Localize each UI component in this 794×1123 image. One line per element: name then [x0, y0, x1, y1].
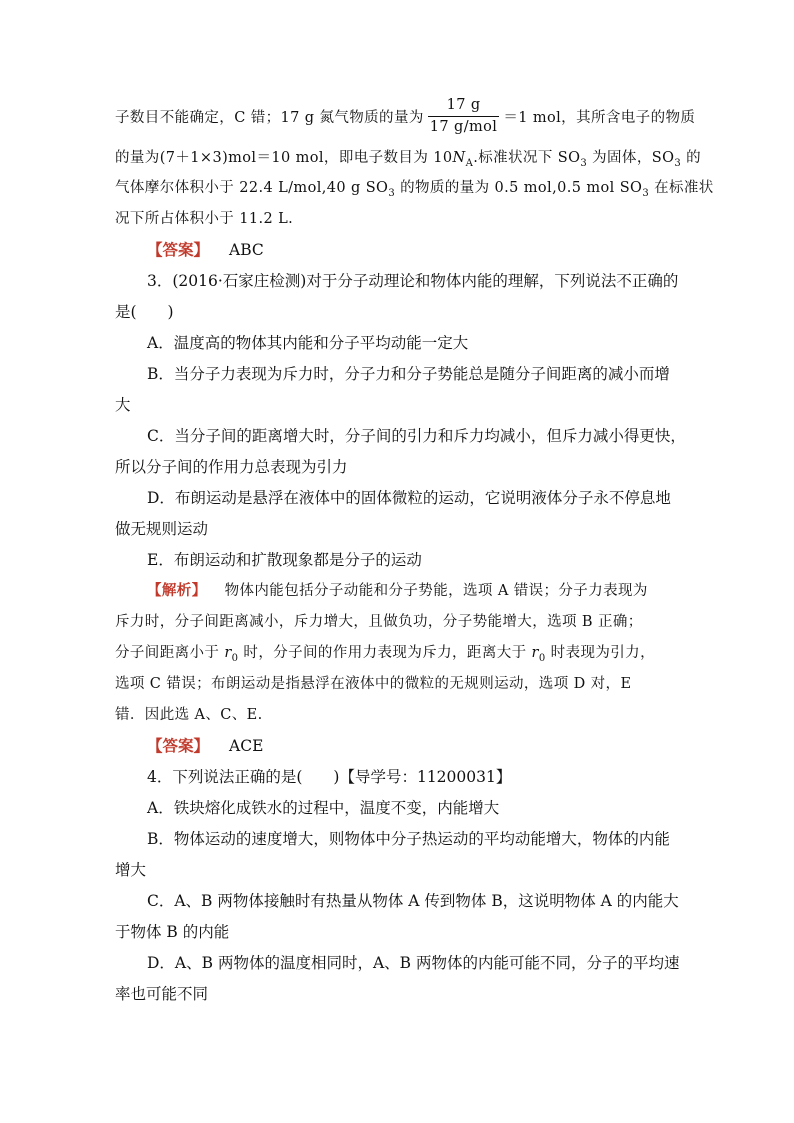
text: 的 — [681, 150, 702, 166]
text: N — [452, 150, 466, 166]
answer-value: ABC — [229, 241, 264, 259]
answer-tag: 【答案】 — [147, 737, 210, 755]
solution-line-1 — [115, 97, 696, 136]
explanation-line-1 — [147, 584, 648, 599]
q4-option-a: A．铁块熔化成铁水的过程中，温度不变，内能增大 — [147, 799, 500, 817]
explanation-line-3 — [115, 646, 655, 664]
solution-line-2 — [115, 151, 701, 169]
subscript: 3 — [642, 187, 650, 199]
text: 在标准状 — [649, 180, 714, 196]
answer-row-1 — [147, 243, 264, 259]
text: r — [224, 645, 232, 661]
text: 为固体，SO — [587, 150, 675, 166]
option-a: A．温度高的物体其内能和分子平均动能一定大 — [147, 334, 469, 352]
option-d-cont: 做无规则运动 — [115, 520, 209, 538]
subscript: A — [465, 157, 474, 169]
solution-line-4: 况下所占体积小于 11.2 L. — [115, 211, 294, 227]
option-b-cont: 大 — [115, 396, 131, 414]
question-3-stem: 3．(2016·石家庄检测)对于分子动理论和物体内能的理解，下列说法不正确的 — [147, 272, 679, 290]
option-c-cont: 所以分子间的作用力总表现为引力 — [115, 458, 348, 476]
explanation-line-5: 错．因此选 A、C、E. — [115, 707, 263, 723]
explanation-line-4: 选项 C 错误；布朗运动是指悬浮在液体中的微粒的无规则运动，选项 D 对，E — [115, 676, 632, 692]
q4-option-b-cont: 增大 — [115, 861, 147, 879]
q4-option-d: D．A、B 两物体的温度相同时，A、B 两物体的内能可能不同，分子的平均速 — [147, 954, 680, 972]
fraction-denominator: 17 g/mol — [429, 118, 498, 135]
subscript: 0 — [538, 652, 546, 664]
answer-tag: 【答案】 — [147, 241, 210, 259]
question-3-stem-cont: 是( ) — [115, 303, 174, 321]
fraction-numerator: 17 g — [428, 98, 500, 117]
q4-option-b: B．物体运动的速度增大，则物体中分子热运动的平均动能增大，物体的内能 — [147, 830, 670, 848]
solution-line-3 — [115, 181, 714, 199]
text: 的物质的量为 0.5 mol,0.5 mol SO — [395, 180, 643, 196]
option-e: E．布朗运动和扩散现象都是分子的运动 — [147, 551, 422, 569]
subscript: 0 — [231, 652, 239, 664]
q4-option-c: C．A、B 两物体接触时有热量从物体 A 传到物体 B，这说明物体 A 的内能大 — [147, 892, 679, 910]
text: 气体摩尔体积小于 22.4 L/mol,40 g SO — [115, 180, 389, 196]
text: 时表现为引力， — [545, 645, 655, 661]
option-b: B．当分子力表现为斥力时，分子力和分子势能总是随分子间距离的减小而增 — [147, 365, 670, 383]
subscript: 3 — [388, 187, 396, 199]
fraction — [428, 98, 500, 134]
text: r — [531, 645, 539, 661]
text: 子数目不能确定，C 错；17 g 氮气物质的量为 — [115, 110, 424, 126]
text: .标准状况下 SO — [473, 150, 581, 166]
explanation-line-2: 斥力时，分子间距离减小，斥力增大，且做负功，分子势能增大，选项 B 正确； — [115, 614, 643, 630]
text: 的量为(7＋1×3)mol＝10 mol，即电子数目为 10 — [115, 150, 453, 166]
option-c: C．当分子间的距离增大时，分子间的引力和斥力均减小，但斥力减小得更快， — [147, 427, 686, 445]
explanation-tag: 【解析】 — [147, 583, 207, 599]
subscript: 3 — [580, 157, 588, 169]
text: ＝1 mol，其所含电子的物质 — [503, 110, 696, 126]
text: 时，分子间的作用力表现为斥力，距离大于 — [238, 645, 532, 661]
q4-option-c-cont: 于物体 B 的内能 — [115, 923, 230, 941]
text: 物体内能包括分子动能和分子势能，选项 A 错误；分子力表现为 — [224, 583, 648, 599]
question-4-stem: 4．下列说法正确的是( )【导学号：11200031】 — [147, 768, 512, 786]
answer-row-2 — [147, 739, 263, 755]
q4-option-d-cont: 率也可能不同 — [115, 985, 209, 1003]
option-d: D．布朗运动是悬浮在液体中的固体微粒的运动，它说明液体分子永不停息地 — [147, 489, 671, 507]
text: 分子间距离小于 — [115, 645, 225, 661]
answer-value: ACE — [229, 737, 264, 755]
subscript: 3 — [674, 157, 682, 169]
